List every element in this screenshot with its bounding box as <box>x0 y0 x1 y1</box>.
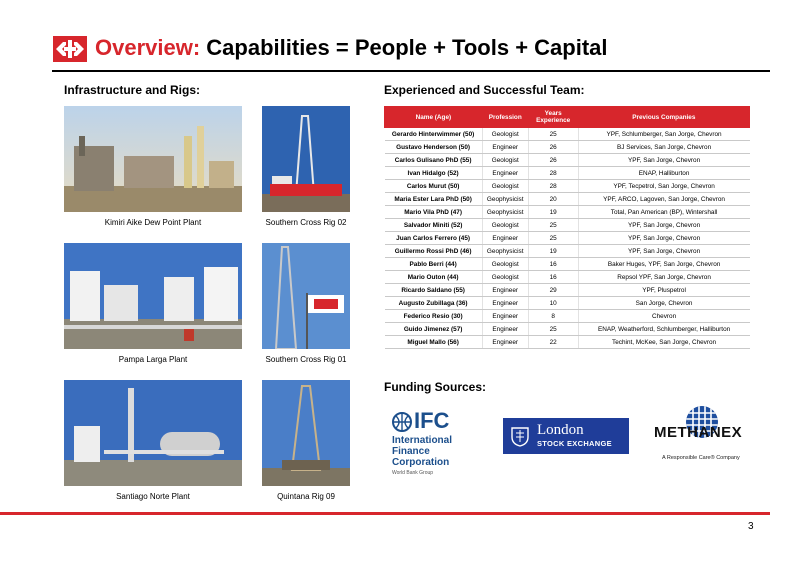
photo-southern-cross-rig-02 <box>262 106 350 212</box>
funding-heading: Funding Sources: <box>384 380 486 394</box>
name-cell: Augusto Zubillaga (36) <box>385 297 483 310</box>
table-row <box>385 206 750 219</box>
profession-cell: Geologist <box>482 258 528 271</box>
photo-kimiri-aike-plant <box>64 106 242 212</box>
profession-cell: Geologist <box>482 219 528 232</box>
crest-icon <box>509 425 531 447</box>
name-cell: Gustavo Henderson (50) <box>385 141 483 154</box>
years-cell: 22 <box>528 336 578 349</box>
table-row <box>385 323 750 336</box>
years-cell: 28 <box>528 180 578 193</box>
profession-cell: Engineer <box>482 323 528 336</box>
name-cell: Pablo Berri (44) <box>385 258 483 271</box>
table-row <box>385 167 750 180</box>
ifc-subline: World Bank Group <box>392 470 434 476</box>
table-row <box>385 141 750 154</box>
caption-southern-cross-rig-01: Southern Cross Rig 01 <box>265 355 347 364</box>
ifc-logo <box>388 408 470 478</box>
photo-southern-cross-rig-01 <box>262 243 350 349</box>
companies-cell: YPF, Pluspetrol <box>578 284 749 297</box>
methanex-logo <box>652 404 752 466</box>
years-cell: 25 <box>528 128 578 141</box>
companies-cell: YPF, San Jorge, Chevron <box>578 154 749 167</box>
title-text: Capabilities = People + Tools + Capital <box>206 35 608 60</box>
name-cell: Maria Ester Lara PhD (50) <box>385 193 483 206</box>
years-cell: 10 <box>528 297 578 310</box>
name-cell: Mario Outon (44) <box>385 271 483 284</box>
lse-line2: STOCK EXCHANGE <box>537 439 612 448</box>
header-divider <box>52 70 770 72</box>
ifc-line1: International <box>392 435 453 446</box>
companies-cell: YPF, San Jorge, Chevron <box>578 245 749 258</box>
profession-cell: Geologist <box>482 128 528 141</box>
years-cell: 26 <box>528 154 578 167</box>
years-cell: 28 <box>528 167 578 180</box>
profession-cell: Geologist <box>482 271 528 284</box>
table-row <box>385 336 750 349</box>
caption-kimiri-aike: Kimiri Aike Dew Point Plant <box>104 218 202 227</box>
companies-cell: Baker Huges, YPF, San Jorge, Chevron <box>578 258 749 271</box>
years-cell: 25 <box>528 323 578 336</box>
team-heading: Experienced and Successful Team: <box>384 83 585 97</box>
companies-cell: YPF, Schlumberger, San Jorge, Chevron <box>578 128 749 141</box>
name-cell: Juan Carlos Ferrero (45) <box>385 232 483 245</box>
page-number: 3 <box>748 521 754 532</box>
table-row <box>385 258 750 271</box>
table-row <box>385 128 750 141</box>
name-cell: Carlos Gulisano PhD (55) <box>385 154 483 167</box>
name-cell: Mario Vila PhD (47) <box>385 206 483 219</box>
companies-cell: BJ Services, San Jorge, Chevron <box>578 141 749 154</box>
companies-cell: YPF, San Jorge, Chevron <box>578 219 749 232</box>
years-cell: 26 <box>528 141 578 154</box>
profession-cell: Geophysicist <box>482 245 528 258</box>
table-row <box>385 154 750 167</box>
profession-cell: Engineer <box>482 167 528 180</box>
photo-santiago-norte-plant <box>64 380 242 486</box>
name-cell: Carlos Murut (50) <box>385 180 483 193</box>
companies-cell: San Jorge, Chevron <box>578 297 749 310</box>
table-row <box>385 245 750 258</box>
name-cell: Salvador Miniti (52) <box>385 219 483 232</box>
team-table <box>384 106 750 349</box>
footer-divider <box>0 512 770 515</box>
caption-santiago-norte: Santiago Norte Plant <box>116 492 190 501</box>
table-row <box>385 180 750 193</box>
profession-cell: Geologist <box>482 180 528 193</box>
title-accent: Overview: <box>95 35 201 60</box>
years-cell: 25 <box>528 232 578 245</box>
profession-cell: Geophysicist <box>482 206 528 219</box>
ifc-mark: IFC <box>414 408 450 433</box>
years-cell: 8 <box>528 310 578 323</box>
profession-cell: Engineer <box>482 310 528 323</box>
table-row <box>385 297 750 310</box>
table-row <box>385 284 750 297</box>
companies-cell: YPF, Tecpetrol, San Jorge, Chevron <box>578 180 749 193</box>
companies-cell: ENAP, Weatherford, Schlumberger, Halliburton <box>578 323 749 336</box>
profession-cell: Geophysicist <box>482 193 528 206</box>
profession-cell: Engineer <box>482 336 528 349</box>
profession-cell: Engineer <box>482 284 528 297</box>
name-cell: Miguel Mallo (56) <box>385 336 483 349</box>
methanex-wordmark: METHANEX <box>654 424 743 441</box>
company-logo-icon <box>53 36 87 62</box>
photo-quintana-rig-09 <box>262 380 350 486</box>
ifc-line3: Corporation <box>392 457 450 468</box>
caption-pampa-larga: Pampa Larga Plant <box>118 355 188 364</box>
ifc-line2: Finance <box>392 446 430 457</box>
years-cell: 29 <box>528 284 578 297</box>
years-cell: 25 <box>528 219 578 232</box>
table-row <box>385 310 750 323</box>
years-cell: 16 <box>528 271 578 284</box>
table-row <box>385 271 750 284</box>
profession-cell: Engineer <box>482 232 528 245</box>
globe-icon <box>392 412 412 432</box>
years-cell: 19 <box>528 206 578 219</box>
companies-cell: ENAP, Halliburton <box>578 167 749 180</box>
companies-cell: Techint, McKee, San Jorge, Chevron <box>578 336 749 349</box>
profession-cell: Engineer <box>482 297 528 310</box>
team-table-header <box>385 107 750 128</box>
companies-cell: YPF, San Jorge, Chevron <box>578 232 749 245</box>
profession-cell: Engineer <box>482 141 528 154</box>
companies-cell: Repsol YPF, San Jorge, Chevron <box>578 271 749 284</box>
profession-cell: Geologist <box>482 154 528 167</box>
table-row <box>385 219 750 232</box>
col-header-years: Years Experience <box>528 107 578 128</box>
companies-cell: Total, Pan American (BP), Wintershall <box>578 206 749 219</box>
lse-logo <box>503 418 629 454</box>
name-cell: Ricardo Saldano (55) <box>385 284 483 297</box>
name-cell: Gerardo Hinterwimmer (50) <box>385 128 483 141</box>
caption-quintana-rig-09: Quintana Rig 09 <box>277 492 335 501</box>
page-title <box>95 35 608 61</box>
col-header-name: Name (Age) <box>385 107 483 128</box>
years-cell: 19 <box>528 245 578 258</box>
caption-southern-cross-rig-02: Southern Cross Rig 02 <box>265 218 347 227</box>
col-header-companies: Previous Companies <box>578 107 749 128</box>
photo-pampa-larga-plant <box>64 243 242 349</box>
table-row <box>385 232 750 245</box>
name-cell: Guido Jimenez (57) <box>385 323 483 336</box>
lse-line1: London <box>537 422 584 438</box>
name-cell: Federico Resio (30) <box>385 310 483 323</box>
companies-cell: Chevron <box>578 310 749 323</box>
years-cell: 16 <box>528 258 578 271</box>
companies-cell: YPF, ARCO, Lagoven, San Jorge, Chevron <box>578 193 749 206</box>
years-cell: 20 <box>528 193 578 206</box>
col-header-profession: Profession <box>482 107 528 128</box>
infrastructure-heading: Infrastructure and Rigs: <box>64 83 201 97</box>
name-cell: Guillermo Rossi PhD (46) <box>385 245 483 258</box>
table-row <box>385 193 750 206</box>
team-table-body <box>385 128 750 349</box>
name-cell: Ivan Hidalgo (52) <box>385 167 483 180</box>
methanex-tagline: A Responsible Care® Company <box>662 455 740 461</box>
